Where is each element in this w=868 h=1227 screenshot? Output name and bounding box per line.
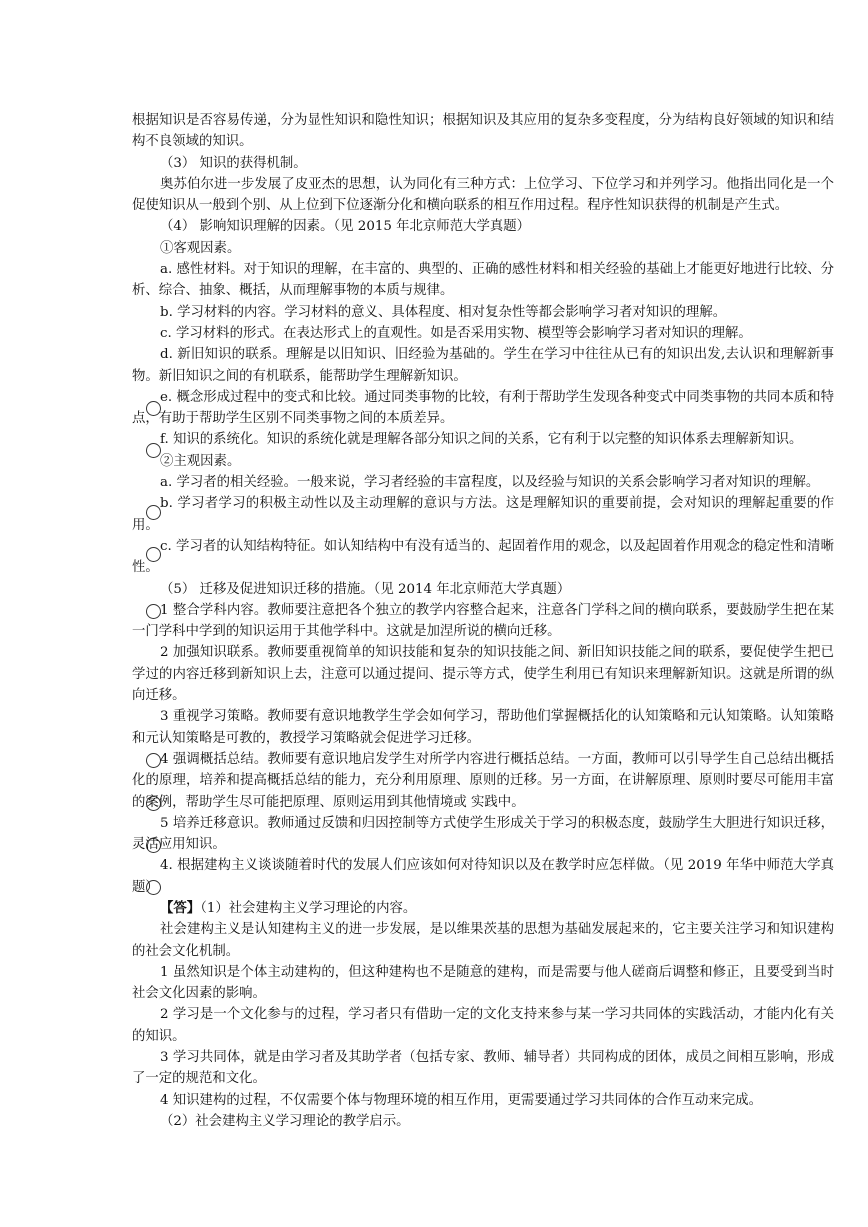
list-item: 2 加强知识联系。教师要重视简单的知识技能和复杂的知识技能之间、新旧知识技能之间的联系，要促使学生把已学过的内容迁移到新知识上去，注意可以通过提问、提示等方式，使学生利用已有知识来理解新知识。这就是所谓的纵向迁移。 bbox=[132, 645, 834, 704]
list-item: c. 学习材料的形式。在表达形式上的直观性。如是否采用实物、模型等会影响学习者对知识的理解。 bbox=[160, 325, 752, 341]
answer-paragraph bbox=[132, 898, 834, 919]
list-item: b. 学习者学习的积极主动性以及主动理解的意识与方法。这是理解知识的重要前提，会对知识的理解起重要的作用。 bbox=[132, 496, 834, 533]
subsection-heading: ①客观因素。 bbox=[160, 240, 241, 256]
list-item: f. 知识的系统化。知识的系统化就是理解各部分知识之间的关系，它有利于以完整的知识体系去理解新知识。 bbox=[160, 432, 803, 448]
section-heading: （3） 知识的获得机制。 bbox=[160, 155, 307, 171]
list-item: 1 整合学科内容。教师要注意把各个独立的教学内容整合起来，注意各门学科之间的横向联系，要鼓励学生把在某一门学科中学到的知识运用于其他学科中。这就是加涅所说的横向迁移。 bbox=[132, 602, 834, 640]
list-item: b. 学习材料的内容。学习材料的意义、具体程度、相对复杂性等都会影响学习者对知识的理解。 bbox=[160, 304, 727, 320]
section-heading: （5） 迁移及促进知识迁移的措施。（见 2014 年北京师范大学真题） bbox=[160, 581, 571, 597]
section-heading: （4） 影响知识理解的因素。（见 2015 年北京师范大学真题） bbox=[160, 219, 531, 235]
document-page bbox=[132, 110, 834, 1132]
list-item: a. 学习者的相关经验。一般来说，学习者经验的丰富程度，以及经验与知识的关系会影响学习者对知识的理解。 bbox=[160, 475, 820, 491]
list-item: 2 学习是一个文化参与的过程，学习者只有借助一定的文化支持来参与某一学习共同体的实践活动，才能内化有关的知识。 bbox=[132, 1007, 834, 1044]
answer-text: （1）社会建构主义学习理论的内容。 bbox=[200, 900, 417, 916]
list-item: 4 强调概括总结。教师要有意识地启发学生对所学内容进行概括总结。一方面，教师可以引导学生自己总结出概括化的原理，培养和提高概括总结的能力，充分利用原理、原则的迁移。另一方面，在讲解原理、原则时要尽可能用丰富的案例，帮助学生尽可能把原理、原则运用到其他情境或 实践中。 bbox=[132, 751, 834, 810]
subsection-heading: ②主观因素。 bbox=[160, 453, 241, 469]
answer-label: 【答】 bbox=[160, 899, 201, 916]
section-heading: （2）社会建构主义学习理论的教学启示。 bbox=[160, 1113, 410, 1129]
list-item: e. 概念形成过程中的变式和比较。通过同类事物的比较，有利于帮助学生发现各种变式中同类事物的共同本质和特点，有助于帮助学生区别不同类事物之间的本质差异。 bbox=[132, 389, 834, 427]
question-heading: 4. 根据建构主义谈谈随着时代的发展人们应该如何对待知识以及在教学时应怎样做。（见 2019 年华中师范大学真题） bbox=[132, 858, 834, 895]
paragraph: 社会建构主义是认知建构主义的进一步发展，是以维果茨基的思想为基础发展起来的，它主要关注学习和知识建构的社会文化机制。 bbox=[132, 922, 834, 959]
list-item: 1 虽然知识是个体主动建构的，但这种建构也不是随意的建构，而是需要与他人磋商后调整和修正，且要受到当时社会文化因素的影响。 bbox=[132, 964, 834, 1002]
paragraph: 根据知识是否容易传递，分为显性知识和隐性知识；根据知识及其应用的复杂多变程度，分为结构良好领域的知识和结构不良领域的知识。 bbox=[132, 113, 834, 150]
paragraph: 奥苏伯尔进一步发展了皮亚杰的思想，认为同化有三种方式：上位学习、下位学习和并列学习。他指出同化是一个促使知识从一般到个别、从上位到下位逐渐分化和横向联系的相互作用过程。程序性知识获得的机制是产生式。 bbox=[132, 176, 834, 214]
list-item: d. 新旧知识的联系。理解是以旧知识、旧经验为基础的。学生在学习中往往从已有的知识出发,去认识和理解新事物。新旧知识之间的有机联系，能帮助学生理解新知识。 bbox=[132, 347, 834, 384]
list-item: 4 知识建构的过程，不仅需要个体与物理环境的相互作用，更需要通过学习共同体的合作互动来完成。 bbox=[160, 1092, 762, 1108]
list-item: 5 培养迁移意识。教师通过反馈和归因控制等方式使学生形成关于学习的积极态度，鼓励学生大胆进行知识迁移，灵活应用知识。 bbox=[132, 815, 834, 853]
list-item: 3 重视学习策略。教师要有意识地教学生学会如何学习，帮助他们掌握概括化的认知策略和元认知策略。认知策略和元认知策略是可教的，教授学习策略就会促进学习迁移。 bbox=[132, 709, 834, 746]
list-item: c. 学习者的认知结构特征。如认知结构中有没有适当的、起固着作用的观念，以及起固着作用观念的稳定性和清晰性。 bbox=[132, 538, 834, 576]
list-item: 3 学习共同体，就是由学习者及其助学者（包括专家、教师、辅导者）共同构成的团体，成员之间相互影响，形成了一定的规范和文化。 bbox=[132, 1050, 834, 1087]
list-item: a. 感性材料。对于知识的理解，在丰富的、典型的、正确的感性材料和相关经验的基础上才能更好地进行比较、分析、综合、抽象、概括，从而理解事物的本质与规律。 bbox=[132, 262, 834, 299]
